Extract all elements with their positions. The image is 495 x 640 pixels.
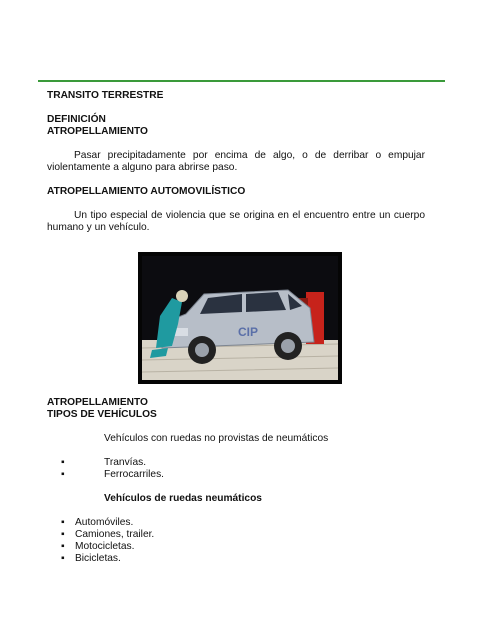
list-item — [47, 457, 425, 469]
definition-paragraph-1: Pasar precipitadamente por encima de algo, o de derribar o empujar violentamente a alguno para abrirse paso. — [47, 150, 425, 173]
crash-test-photo-icon — [138, 252, 342, 384]
document-body — [47, 90, 425, 565]
list-item — [47, 529, 425, 541]
list-item-text: Tranvías. — [104, 457, 147, 468]
list-item — [47, 553, 425, 565]
group-1-list — [47, 457, 425, 481]
types-heading-1: ATROPELLAMIENTO — [47, 397, 148, 408]
crash-test-photo — [138, 252, 342, 384]
term-atropellamiento: ATROPELLAMIENTO — [47, 126, 148, 137]
svg-text:CIP: CIP — [238, 325, 259, 339]
group-1-label: Vehículos con ruedas no provistas de neumáticos — [104, 433, 329, 444]
list-item — [47, 517, 425, 529]
list-item — [47, 541, 425, 553]
definition-paragraph-2: Un tipo especial de violencia que se origina en el encuentro entre un cuerpo humano y un vehículo. — [47, 210, 425, 233]
definition-heading: DEFINICIÓN — [47, 114, 106, 125]
bullet-icon: ▪ — [61, 469, 65, 480]
bullet-icon: ▪ — [61, 541, 65, 552]
bullet-icon: ▪ — [61, 529, 65, 540]
group-2-label: Vehículos de ruedas neumáticos — [104, 493, 262, 504]
list-item-text: Automóviles. — [75, 517, 134, 528]
section-title: TRANSITO TERRESTRE — [47, 90, 164, 101]
list-item — [47, 469, 425, 481]
bullet-icon: ▪ — [61, 553, 65, 564]
term-atropellamiento-automovilistico: ATROPELLAMIENTO AUTOMOVILÍSTICO — [47, 186, 246, 197]
group-2-list — [47, 517, 425, 565]
types-heading-2: TIPOS DE VEHÍCULOS — [47, 409, 157, 420]
top-rule — [38, 80, 445, 82]
list-item-text: Bicicletas. — [75, 553, 121, 564]
list-item-text: Ferrocarriles. — [104, 469, 165, 480]
list-item-text: Camiones, trailer. — [75, 529, 155, 540]
bullet-icon: ▪ — [61, 457, 65, 468]
bullet-icon: ▪ — [61, 517, 65, 528]
list-item-text: Motocicletas. — [75, 541, 135, 552]
